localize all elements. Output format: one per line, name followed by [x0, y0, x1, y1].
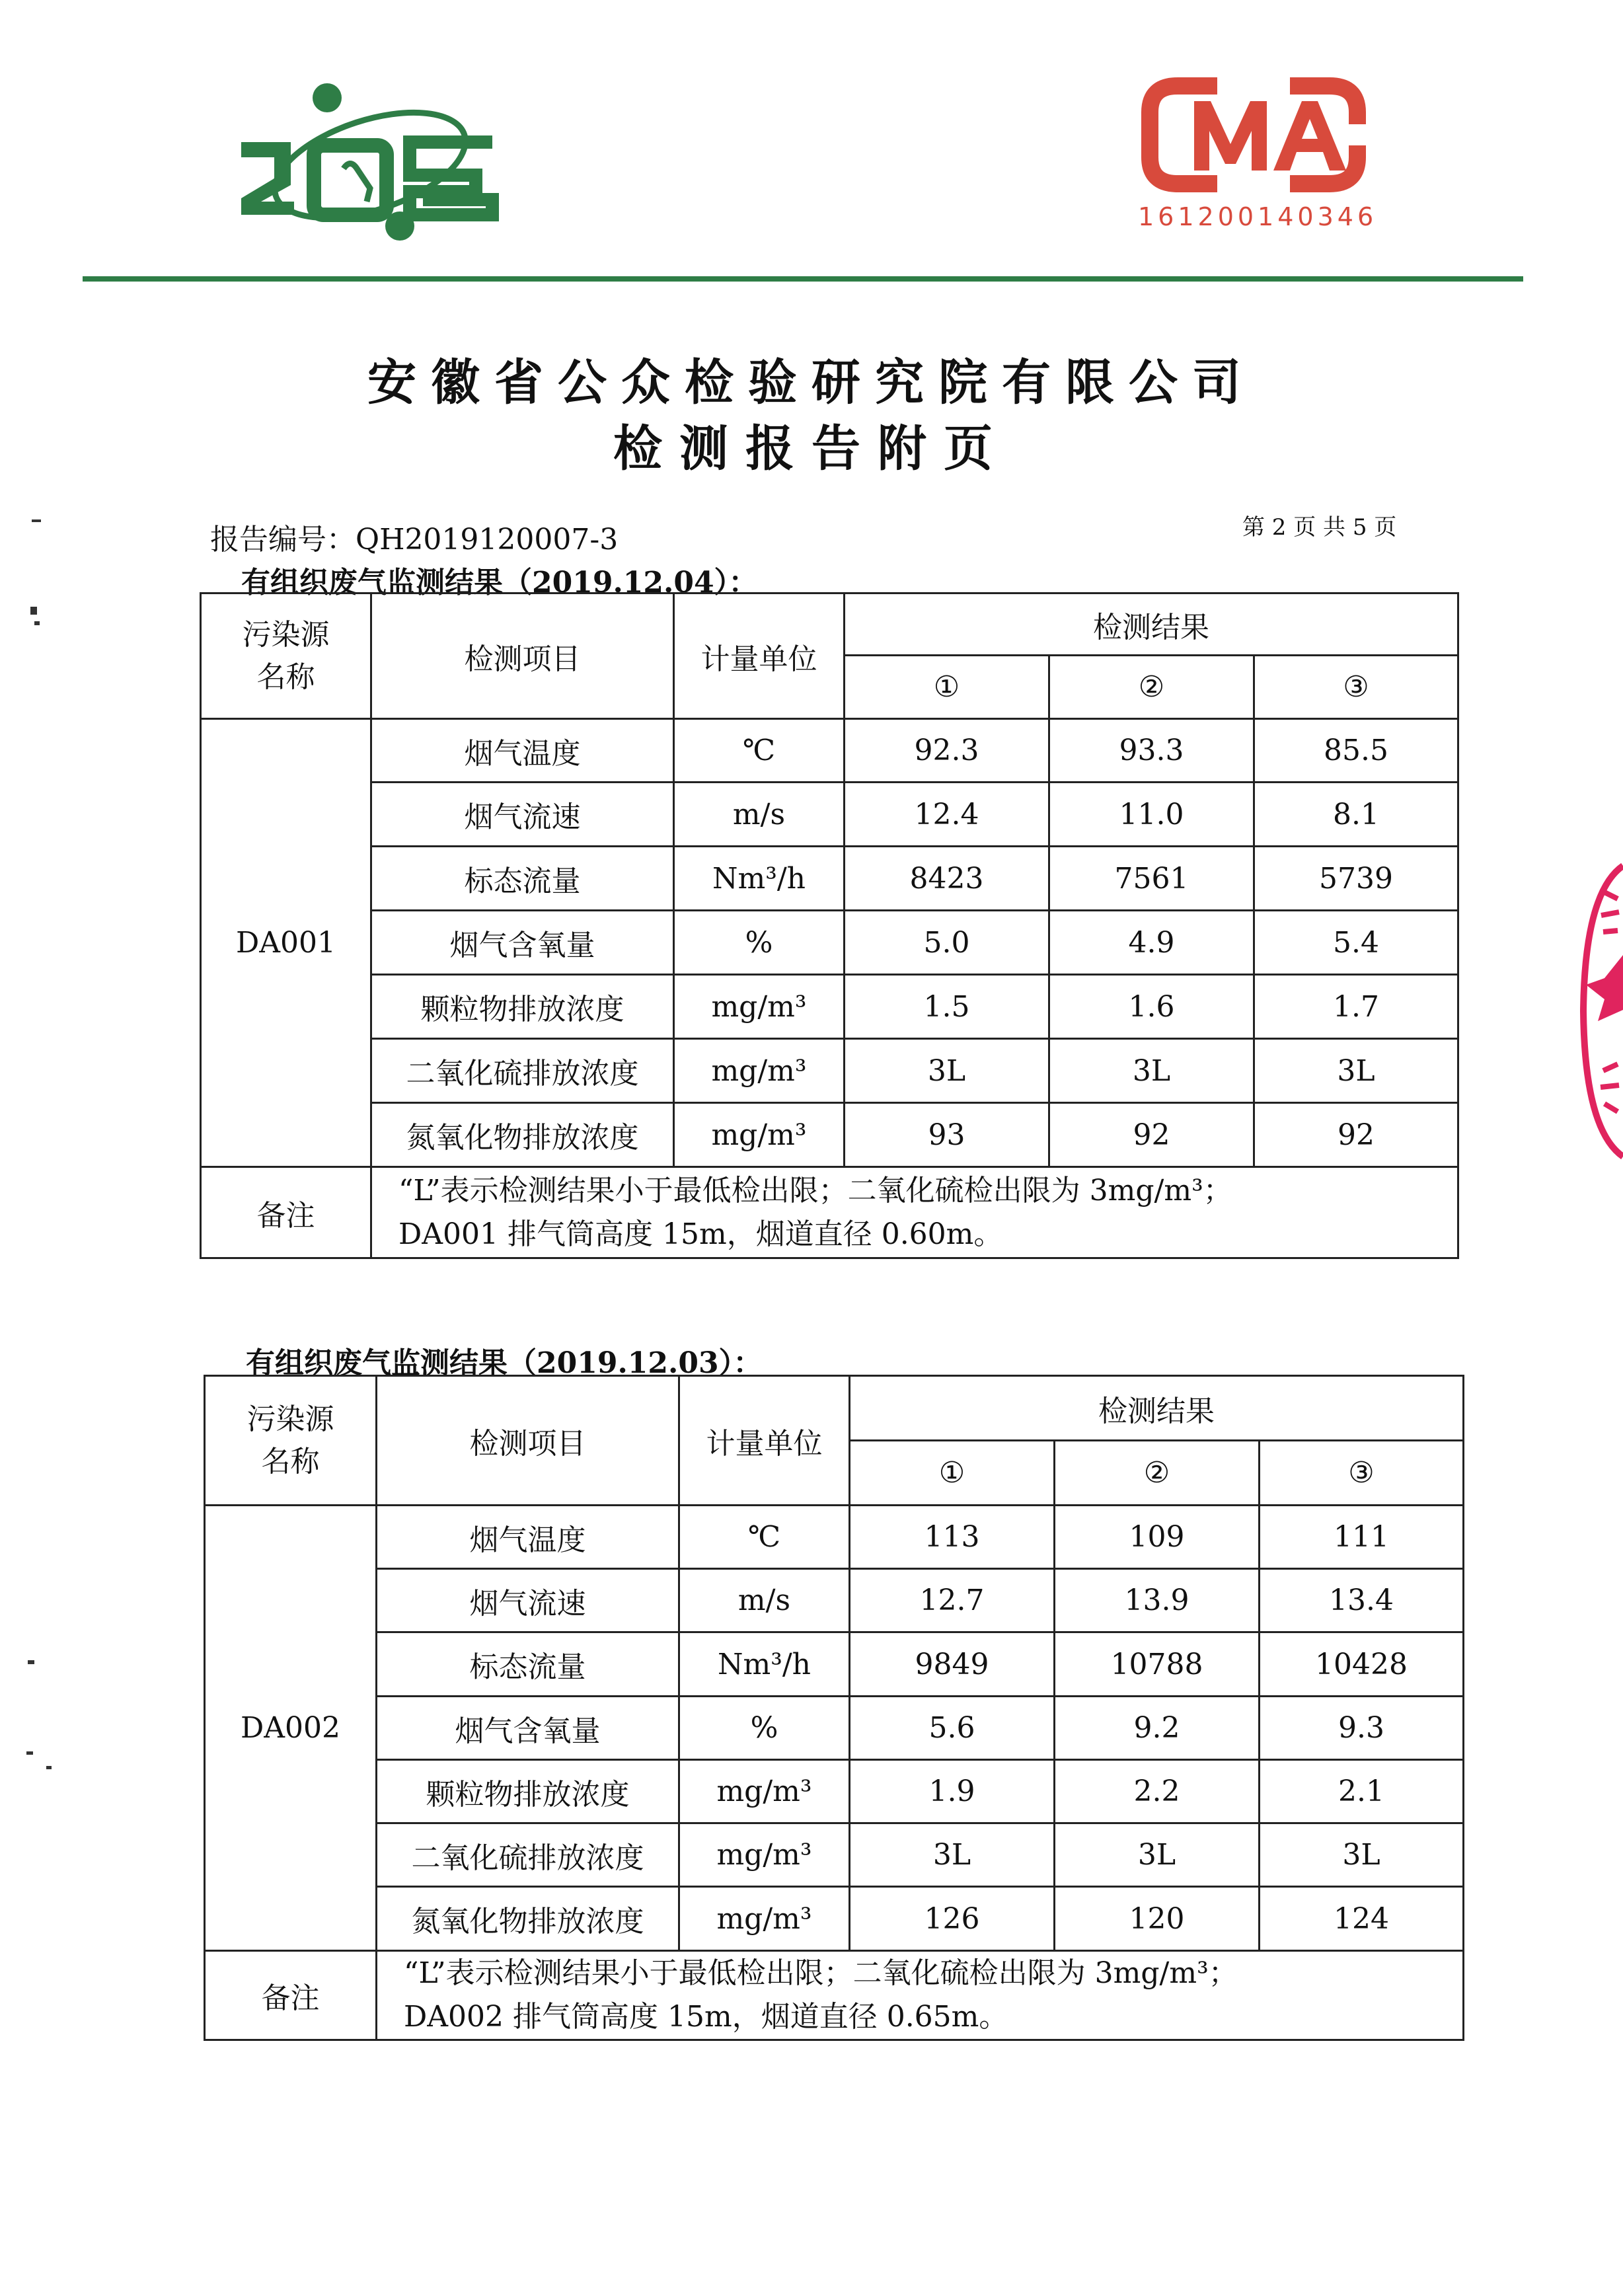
row-value: 93 — [845, 1103, 1049, 1167]
note-line: “L”表示检测结果小于最低检出限；二氧化硫检出限为 3mg/m³； — [404, 1956, 1238, 1990]
report-number: 报告编号：QH2019120007-3 — [210, 523, 619, 556]
header-run-1: ① — [850, 1441, 1055, 1506]
note-row — [201, 1167, 1458, 1258]
row-unit: Nm³/h — [679, 1632, 850, 1697]
row-value: 9.3 — [1260, 1697, 1464, 1760]
header-divider — [83, 276, 1523, 282]
table-row — [201, 1039, 1458, 1103]
row-unit: m/s — [679, 1569, 850, 1632]
row-item: 二氧化硫排放浓度 — [377, 1823, 679, 1887]
row-item: 氮氧化物排放浓度 — [371, 1103, 674, 1167]
zqs-logo — [235, 69, 499, 245]
row-value: 5.6 — [850, 1697, 1055, 1760]
table-1-caption: 有组织废气监测结果（2019.12.04）： — [241, 566, 758, 599]
row-value: 2.1 — [1260, 1760, 1464, 1823]
row-value: 92.3 — [845, 719, 1049, 783]
table-row — [201, 783, 1458, 847]
row-value: 10788 — [1055, 1632, 1260, 1697]
row-value: 4.9 — [1049, 911, 1254, 975]
row-value: 8423 — [845, 847, 1049, 911]
row-item: 烟气温度 — [377, 1506, 679, 1569]
row-value: 1.5 — [845, 975, 1049, 1039]
row-unit: % — [674, 911, 845, 975]
row-item: 颗粒物排放浓度 — [371, 975, 674, 1039]
row-item: 二氧化硫排放浓度 — [371, 1039, 674, 1103]
row-value: 8.1 — [1254, 783, 1458, 847]
row-value: 1.6 — [1049, 975, 1254, 1039]
header-run-1: ① — [845, 656, 1049, 719]
row-value: 12.4 — [845, 783, 1049, 847]
zqs-logo-text: ZQS — [235, 69, 258, 82]
row-value: 12.7 — [850, 1569, 1055, 1632]
row-value: 3L — [845, 1039, 1049, 1103]
note-label: 备注 — [205, 1951, 377, 2040]
header-result: 检测结果 — [850, 1376, 1464, 1441]
row-unit: m/s — [674, 783, 845, 847]
note-text — [377, 1951, 1464, 2040]
note-line: DA002 排气筒高度 15m，烟道直径 0.65m。 — [404, 2000, 1008, 2034]
source-name: DA001 — [201, 719, 371, 1167]
results-table-2 — [204, 1375, 1464, 2041]
row-item: 烟气流速 — [371, 783, 674, 847]
row-value: 3L — [1254, 1039, 1458, 1103]
table-row — [201, 719, 1458, 783]
row-item: 标态流量 — [377, 1632, 679, 1697]
row-value: 5.0 — [845, 911, 1049, 975]
table-row — [205, 1760, 1464, 1823]
row-value: 13.4 — [1260, 1569, 1464, 1632]
header-run-2: ② — [1055, 1441, 1260, 1506]
header-unit: 计量单位 — [679, 1376, 850, 1506]
row-item: 氮氧化物排放浓度 — [377, 1887, 679, 1951]
row-value: 111 — [1260, 1506, 1464, 1569]
row-value: 113 — [850, 1506, 1055, 1569]
cma-logo-text: CMA — [1138, 61, 1165, 74]
row-value: 124 — [1260, 1887, 1464, 1951]
row-value: 9.2 — [1055, 1697, 1260, 1760]
row-value: 109 — [1055, 1506, 1260, 1569]
inspection-seal — [1578, 853, 1623, 1170]
header-result: 检测结果 — [845, 593, 1458, 656]
row-value: 1.7 — [1254, 975, 1458, 1039]
note-line: DA001 排气筒高度 15m，烟道直径 0.60m。 — [398, 1217, 1003, 1251]
document-title: 检测报告附页 — [613, 420, 1010, 477]
page-indicator: 第 2 页 共 5 页 — [1242, 514, 1397, 541]
table-row — [205, 1823, 1464, 1887]
row-value: 11.0 — [1049, 783, 1254, 847]
row-item: 烟气含氧量 — [377, 1697, 679, 1760]
table-row — [205, 1569, 1464, 1632]
row-unit: mg/m³ — [674, 975, 845, 1039]
row-value: 92 — [1254, 1103, 1458, 1167]
cma-logo — [1138, 61, 1369, 204]
row-value: 93.3 — [1049, 719, 1254, 783]
row-unit: ℃ — [679, 1506, 850, 1569]
row-item: 烟气流速 — [377, 1569, 679, 1632]
header-run-3: ③ — [1260, 1441, 1464, 1506]
table-row — [205, 1632, 1464, 1697]
row-item: 标态流量 — [371, 847, 674, 911]
row-value: 7561 — [1049, 847, 1254, 911]
row-unit: mg/m³ — [674, 1039, 845, 1103]
row-item: 烟气温度 — [371, 719, 674, 783]
row-value: 3L — [1049, 1039, 1254, 1103]
company-title: 安徽省公众检验研究院有限公司 — [367, 354, 1256, 411]
row-value: 5739 — [1254, 847, 1458, 911]
row-item: 烟气含氧量 — [371, 911, 674, 975]
table-row — [201, 847, 1458, 911]
table-row — [205, 1887, 1464, 1951]
header-source: 污染源 名称 — [201, 593, 371, 719]
cma-certificate-number: 161200140346 — [1138, 202, 1378, 231]
row-value: 92 — [1049, 1103, 1254, 1167]
header-run-3: ③ — [1254, 656, 1458, 719]
table-row — [201, 911, 1458, 975]
row-unit: mg/m³ — [679, 1823, 850, 1887]
row-value: 13.9 — [1055, 1569, 1260, 1632]
results-table-1 — [200, 592, 1459, 1259]
table-row — [201, 1103, 1458, 1167]
row-item: 颗粒物排放浓度 — [377, 1760, 679, 1823]
row-unit: mg/m³ — [679, 1887, 850, 1951]
table-row — [201, 975, 1458, 1039]
row-unit: mg/m³ — [679, 1760, 850, 1823]
row-unit: % — [679, 1697, 850, 1760]
note-text — [371, 1167, 1458, 1258]
row-value: 126 — [850, 1887, 1055, 1951]
note-label: 备注 — [201, 1167, 371, 1258]
table-row — [205, 1506, 1464, 1569]
header-item: 检测项目 — [371, 593, 674, 719]
row-value: 10428 — [1260, 1632, 1464, 1697]
row-value: 5.4 — [1254, 911, 1458, 975]
row-value: 3L — [850, 1823, 1055, 1887]
row-value: 9849 — [850, 1632, 1055, 1697]
row-unit: ℃ — [674, 719, 845, 783]
header-source: 污染源 名称 — [205, 1376, 377, 1506]
row-unit: mg/m³ — [674, 1103, 845, 1167]
note-line: “L”表示检测结果小于最低检出限；二氧化硫检出限为 3mg/m³； — [398, 1173, 1232, 1207]
row-value: 3L — [1260, 1823, 1464, 1887]
row-value: 120 — [1055, 1887, 1260, 1951]
header-item: 检测项目 — [377, 1376, 679, 1506]
row-value: 1.9 — [850, 1760, 1055, 1823]
row-value: 2.2 — [1055, 1760, 1260, 1823]
table-row — [205, 1697, 1464, 1760]
row-value: 85.5 — [1254, 719, 1458, 783]
source-name: DA002 — [205, 1506, 377, 1951]
header-run-2: ② — [1049, 656, 1254, 719]
row-value: 3L — [1055, 1823, 1260, 1887]
row-unit: Nm³/h — [674, 847, 845, 911]
header-unit: 计量单位 — [674, 593, 845, 719]
note-row — [205, 1951, 1464, 2040]
table-2-caption: 有组织废气监测结果（2019.12.03）： — [246, 1346, 763, 1380]
